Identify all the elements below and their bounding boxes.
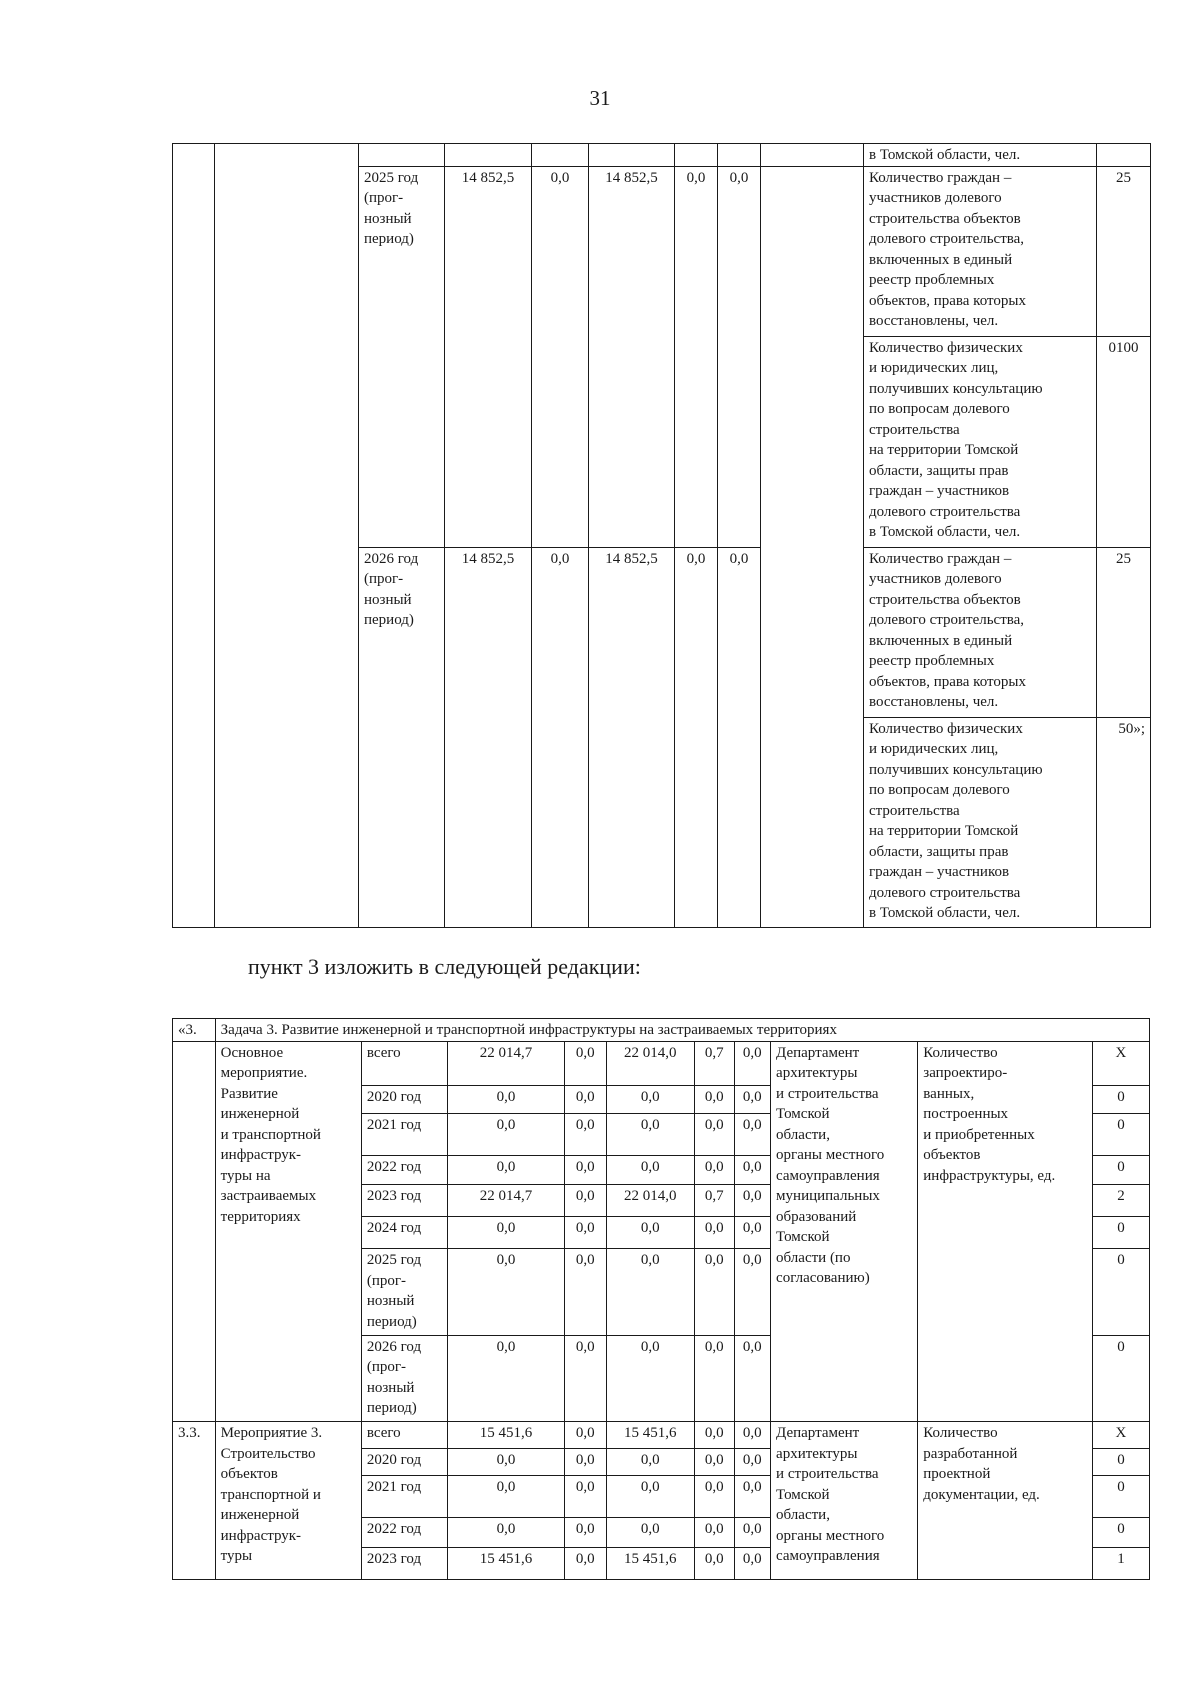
regional-cell: 14 852,5 [589,166,675,547]
local-cell: 0,0 [694,1548,734,1580]
empty-name-cell [215,144,359,928]
indicator-value-cell: 0 [1092,1085,1149,1113]
total-cell: 15 451,6 [448,1548,565,1580]
period-cell: 2024 год [361,1216,447,1249]
period-cell: 2025 год (прог- нозный период) [361,1249,447,1335]
federal-cell: 0,0 [564,1422,606,1448]
empty-number-cell [173,144,215,928]
period-cell: 2020 год [361,1448,447,1475]
period-cell: 2023 год [361,1185,447,1217]
federal-cell: 0,0 [532,166,589,547]
regional-cell: 0,0 [606,1476,694,1518]
local-cell: 0,7 [694,1041,734,1085]
indicator-value-cell: 50»; [1097,717,1151,927]
amendment-instruction: пункт 3 изложить в следующей редакции: [248,954,641,979]
local-cell: 0,0 [675,166,718,547]
local-cell: 0,0 [694,1114,734,1156]
indicator-value-cell: X [1092,1422,1149,1448]
indicator-value-cell: 25 [1097,547,1151,717]
local-cell: 0,0 [694,1335,734,1421]
extrabudget-cell: 0,0 [734,1335,771,1421]
regional-cell: 0,0 [606,1155,694,1184]
task-number-cell: «3. [173,1019,216,1042]
federal-cell: 0,0 [564,1548,606,1580]
regional-cell: 22 014,0 [606,1041,694,1085]
executor-cell: Департамент архитектуры и строительства Томской области, органы местного самоуправления [771,1422,918,1580]
local-cell: 0,0 [694,1517,734,1548]
total-cell: 0,0 [448,1249,565,1335]
indicator-value-cell: 0 [1092,1216,1149,1249]
indicator-value-cell: 1 [1092,1548,1149,1580]
extrabudget-cell: 0,0 [734,1114,771,1156]
task-title-cell: Задача 3. Развитие инженерной и транспортной инфраструктуры на застраиваемых территориях [215,1019,1149,1042]
extrabudget-cell: 0,0 [734,1185,771,1217]
table-row [173,1041,1150,1085]
total-cell: 0,0 [448,1476,565,1518]
regional-cell: 22 014,0 [606,1185,694,1217]
extrabudget-cell: 0,0 [734,1155,771,1184]
indicator-value-cell: X [1092,1041,1149,1085]
extrabudget-cell: 0,0 [734,1548,771,1580]
total-cell: 0,0 [448,1216,565,1249]
local-cell: 0,0 [694,1476,734,1518]
task-header-row [173,1019,1150,1042]
federal-cell: 0,0 [532,547,589,927]
federal-cell: 0,0 [564,1185,606,1217]
total-cell: 0,0 [448,1517,565,1548]
period-cell: 2020 год [361,1085,447,1113]
federal-cell: 0,0 [564,1476,606,1518]
indicator-value-cell: 0100 [1097,336,1151,547]
total-cell: 0,0 [448,1155,565,1184]
indicator-cell: Количество физических и юридических лиц, получивших консультацию по вопросам долевого строительства на территории Томской области, защиты прав граждан – участников долевого строительства в Томской области, чел. [864,717,1097,927]
indicator-cell: Количество запроектиро- ванных, построенных и приобретенных объектов инфраструктуры, ед. [918,1041,1093,1421]
total-cell: 0,0 [448,1448,565,1475]
indicator-cell: Количество физических и юридических лиц, получивших консультацию по вопросам долевого строительства на территории Томской области, защиты прав граждан – участников долевого строительства в Томской области, чел. [864,336,1097,547]
extrabudget-cell: 0,0 [734,1448,771,1475]
regional-cell: 0,0 [606,1517,694,1548]
regional-cell: 0,0 [606,1335,694,1421]
local-cell: 0,0 [694,1422,734,1448]
event-name-cell: Мероприятие 3. Строительство объектов транспортной и инженерной инфраструк- туры [215,1422,361,1580]
federal-cell: 0,0 [564,1249,606,1335]
federal-cell: 0,0 [564,1335,606,1421]
indicator-value-cell: 0 [1092,1476,1149,1518]
indicator-cell: Количество разработанной проектной документации, ед. [918,1422,1093,1580]
extrabudget-cell: 0,0 [734,1517,771,1548]
indicators-table-continuation [172,143,1151,928]
indicator-value-cell: 0 [1092,1155,1149,1184]
event-number-cell: 3.3. [173,1422,216,1580]
indicator-cell: в Томской области, чел. [864,144,1097,167]
local-cell: 0,0 [694,1216,734,1249]
indicator-value-cell: 0 [1092,1114,1149,1156]
extrabudget-cell: 0,0 [734,1085,771,1113]
regional-cell: 15 451,6 [606,1548,694,1580]
federal-cell: 0,0 [564,1517,606,1548]
period-cell: 2021 год [361,1114,447,1156]
indicator-cell: Количество граждан – участников долевого строительства объектов долевого строительства, включенных в единый реестр проблемных объектов, права которых восстановлены, чел. [864,547,1097,717]
table-row [173,144,1151,167]
regional-cell: 0,0 [606,1085,694,1113]
period-cell: всего [361,1422,447,1448]
total-cell: 14 852,5 [445,547,532,927]
task-3-table [172,1018,1150,1580]
indicator-value-cell: 0 [1092,1335,1149,1421]
empty-number-cell [173,1041,216,1421]
indicator-cell: Количество граждан – участников долевого строительства объектов долевого строительства, включенных в единый реестр проблемных объектов, права которых восстановлены, чел. [864,166,1097,336]
event-name-cell: Основное мероприятие. Развитие инженерной и транспортной инфраструк- туры на застраиваемых территориях [215,1041,361,1421]
executor-cell: Департамент архитектуры и строительства Томской области, органы местного самоуправления муниципальных образований Томской области (по согласованию) [771,1041,918,1421]
period-cell: 2022 год [361,1155,447,1184]
executor-cell [761,166,864,927]
total-cell: 15 451,6 [448,1422,565,1448]
local-cell: 0,0 [694,1085,734,1113]
indicator-value-cell: 0 [1092,1249,1149,1335]
regional-cell: 15 451,6 [606,1422,694,1448]
regional-cell: 0,0 [606,1249,694,1335]
extrabudget-cell: 0,0 [734,1041,771,1085]
period-cell: 2022 год [361,1517,447,1548]
period-cell: 2026 год (прог- нозный период) [359,547,445,927]
regional-cell: 0,0 [606,1216,694,1249]
federal-cell: 0,0 [564,1155,606,1184]
federal-cell: 0,0 [564,1085,606,1113]
extrabudget-cell: 0,0 [734,1422,771,1448]
regional-cell: 0,0 [606,1448,694,1475]
extrabudget-cell: 0,0 [734,1249,771,1335]
table-row [173,1422,1150,1448]
period-cell: 2025 год (прог- нозный период) [359,166,445,547]
total-cell: 22 014,7 [448,1041,565,1085]
local-cell: 0,0 [694,1448,734,1475]
period-cell: 2021 год [361,1476,447,1518]
federal-cell: 0,0 [564,1216,606,1249]
period-cell: 2023 год [361,1548,447,1580]
indicator-value-cell: 0 [1092,1517,1149,1548]
extrabudget-cell: 0,0 [718,166,761,547]
local-cell: 0,7 [694,1185,734,1217]
total-cell: 22 014,7 [448,1185,565,1217]
local-cell: 0,0 [694,1249,734,1335]
period-cell: 2026 год (прог- нозный период) [361,1335,447,1421]
regional-cell: 0,0 [606,1114,694,1156]
federal-cell: 0,0 [564,1114,606,1156]
local-cell: 0,0 [694,1155,734,1184]
federal-cell: 0,0 [564,1448,606,1475]
indicator-value-cell: 0 [1092,1448,1149,1475]
federal-cell: 0,0 [564,1041,606,1085]
total-cell: 0,0 [448,1085,565,1113]
indicator-value-cell: 2 [1092,1185,1149,1217]
total-cell: 0,0 [448,1335,565,1421]
extrabudget-cell: 0,0 [734,1216,771,1249]
total-cell: 0,0 [448,1114,565,1156]
regional-cell: 14 852,5 [589,547,675,927]
extrabudget-cell: 0,0 [718,547,761,927]
period-cell: всего [361,1041,447,1085]
indicator-value-cell: 25 [1097,166,1151,336]
page-number: 31 [589,86,611,110]
local-cell: 0,0 [675,547,718,927]
total-cell: 14 852,5 [445,166,532,547]
extrabudget-cell: 0,0 [734,1476,771,1518]
